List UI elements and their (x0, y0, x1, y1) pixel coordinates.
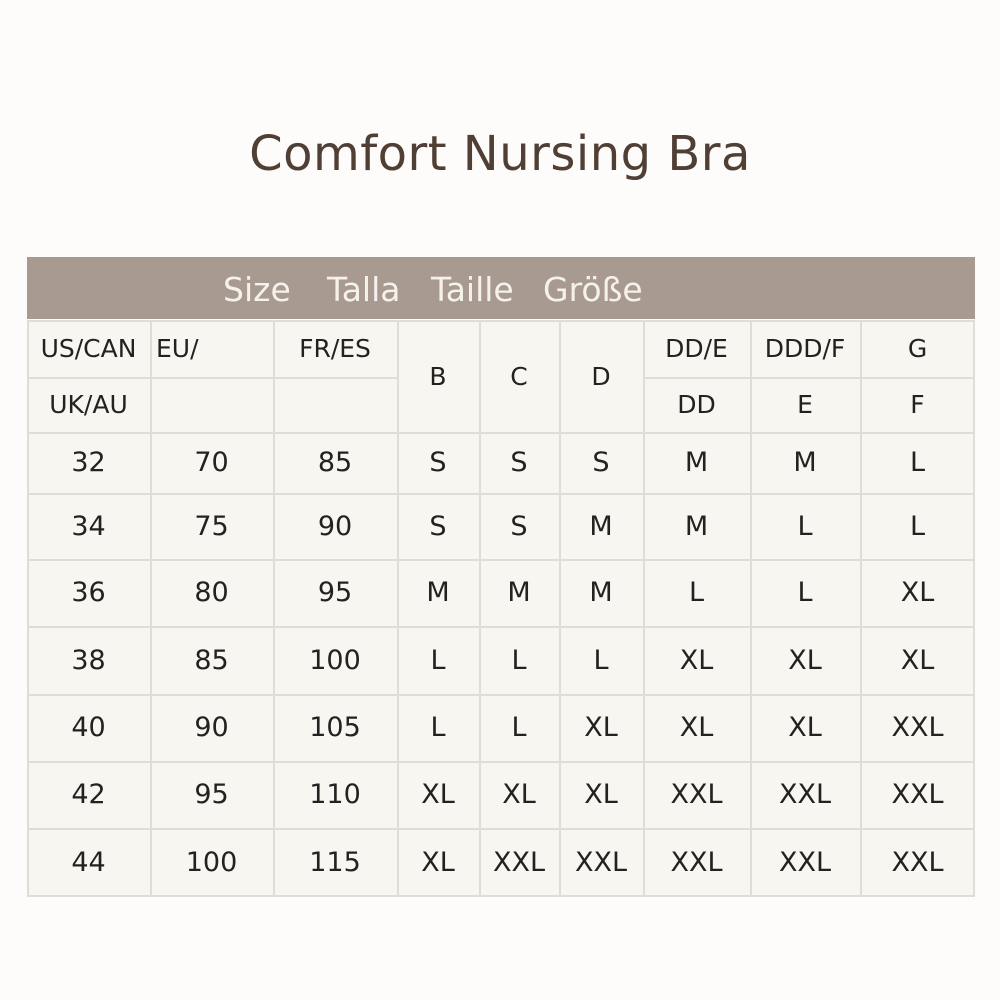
table-cell: 70 (194, 447, 229, 478)
header-cup-cell: DDD/F (764, 334, 846, 363)
header-cup-cell: C (510, 361, 528, 391)
table-cell: XXL (670, 779, 723, 810)
banner-label-talla: Talla (327, 270, 401, 309)
header-cup-cell: E (797, 390, 813, 419)
table-cell: 85 (317, 447, 353, 478)
table-cell: 100 (309, 644, 361, 676)
table-cell: L (909, 510, 926, 542)
table-cell: XL (584, 712, 618, 743)
table-cell: L (688, 577, 705, 608)
header-cell: US/CAN (40, 334, 137, 363)
table-cell: M (684, 447, 709, 478)
table-cell: 115 (309, 847, 361, 878)
table-cell: 36 (71, 577, 106, 608)
table-cell: XXL (492, 847, 546, 878)
table-cell: 34 (71, 510, 106, 542)
table-cell: 44 (71, 847, 106, 878)
table-cell: 105 (309, 712, 361, 743)
table-cell: XXL (670, 847, 723, 878)
banner-label-size: Size (223, 270, 291, 309)
table-cell: XL (584, 779, 618, 810)
table-cell: XXL (891, 712, 944, 743)
table-cell: 38 (71, 644, 106, 676)
table-cell: XXL (891, 779, 944, 810)
header-cell (273, 377, 397, 432)
banner-label-taille: Taille (431, 270, 514, 309)
table-cell: XL (502, 779, 536, 810)
table-cell: XL (788, 712, 822, 743)
table-cell: XL (788, 644, 822, 676)
table-cell: 40 (71, 712, 106, 743)
header-cell: FR/ES (299, 334, 371, 363)
table-cell: XXL (891, 847, 944, 878)
table-cell: 75 (194, 510, 229, 542)
table-cell: 42 (71, 779, 106, 810)
table-cell: XL (421, 779, 455, 810)
table-cell: XXL (778, 847, 832, 878)
size-chart-table (27, 320, 975, 897)
table-cell: M (426, 577, 450, 608)
table-cell: L (430, 644, 446, 676)
table-cell: 95 (317, 577, 353, 608)
header-cup-cell: G (907, 334, 928, 363)
header-cup-cell: F (910, 390, 925, 419)
table-cell: 32 (71, 447, 106, 478)
table-cell: L (511, 644, 527, 676)
table-cell: XL (679, 644, 714, 676)
table-cell: S (592, 447, 610, 478)
table-cell: 85 (194, 644, 229, 676)
header-cell: UK/AU (49, 390, 128, 419)
table-cell: 80 (194, 577, 229, 608)
table-cell: S (510, 510, 528, 542)
table-cell: M (793, 447, 817, 478)
table-cell: S (429, 447, 447, 478)
table-cell: S (429, 510, 447, 542)
table-cell: M (684, 510, 709, 542)
table-cell: XL (900, 577, 935, 608)
table-cell: XXL (574, 847, 628, 878)
table-cell: XL (900, 644, 935, 676)
table-cell: L (511, 712, 527, 743)
table-cell: 100 (185, 847, 238, 878)
table-cell: L (797, 577, 813, 608)
table-cell: L (593, 644, 609, 676)
table-cell: XL (421, 847, 455, 878)
table-cell: L (909, 447, 926, 478)
size-banner (27, 257, 975, 319)
header-cup-cell: DD (677, 390, 716, 419)
table-cell: 110 (309, 779, 361, 810)
header-cup-cell: B (429, 361, 447, 391)
page-title: Comfort Nursing Bra (249, 126, 751, 182)
banner-label-grosse: Größe (543, 270, 643, 309)
table-cell: 95 (194, 779, 229, 810)
table-cell: L (797, 510, 813, 542)
table-cell: L (430, 712, 446, 743)
table-cell: M (589, 577, 613, 608)
header-cup-cell: DD/E (665, 334, 728, 363)
header-cup-cell: D (591, 361, 611, 391)
table-cell: 90 (194, 712, 229, 743)
table-cell: XXL (778, 779, 832, 810)
header-cell (150, 377, 273, 432)
table-cell: 90 (317, 510, 353, 542)
table-cell: M (507, 577, 531, 608)
table-cell: XL (679, 712, 714, 743)
header-cell: EU/ (156, 334, 199, 363)
table-cell: M (589, 510, 613, 542)
table-cell: S (510, 447, 528, 478)
